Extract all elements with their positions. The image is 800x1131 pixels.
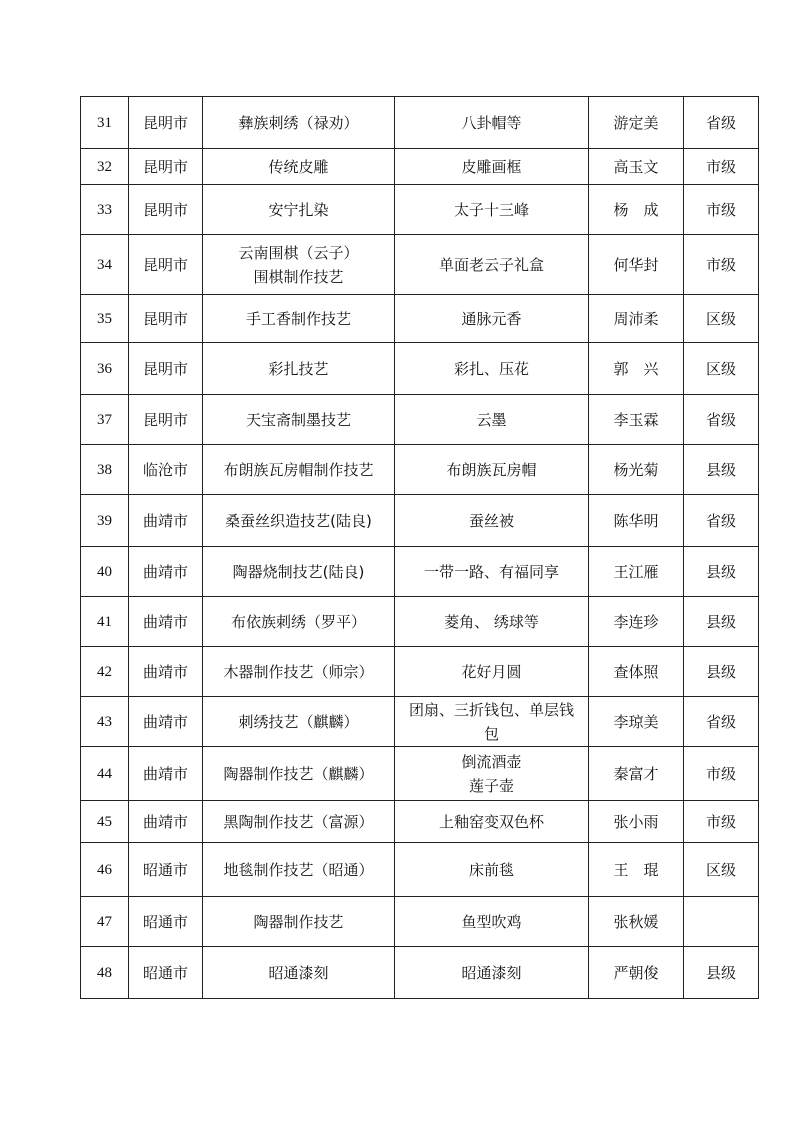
inheritor-cell: 游定美 (589, 97, 684, 149)
row-number: 36 (81, 343, 129, 395)
project-cell (203, 185, 395, 235)
project-cell-line: 天宝斋制墨技艺 (245, 410, 351, 429)
inheritor-cell: 何华封 (589, 235, 684, 295)
table-row (81, 185, 759, 235)
work-cell-line: 莲子壶 (468, 776, 514, 795)
work-cell (395, 947, 589, 999)
city-cell: 临沧市 (129, 445, 203, 495)
work-cell (395, 295, 589, 343)
row-number: 40 (81, 547, 129, 597)
level-cell: 县级 (684, 597, 759, 647)
work-cell (395, 445, 589, 495)
table-row (81, 843, 759, 897)
work-cell-line: 一带一路、有福同享 (423, 562, 559, 581)
project-cell (203, 547, 395, 597)
project-cell (203, 597, 395, 647)
level-cell: 县级 (684, 445, 759, 495)
work-cell (395, 801, 589, 843)
row-number: 43 (81, 697, 129, 747)
project-cell-line: 地毯制作技艺（昭通） (223, 860, 374, 879)
work-cell-line: 倒流酒壶 (461, 752, 522, 771)
project-cell (203, 697, 395, 747)
work-cell (395, 185, 589, 235)
project-cell (203, 97, 395, 149)
city-cell: 曲靖市 (129, 547, 203, 597)
inheritor-cell: 王 琨 (589, 843, 684, 897)
work-cell (395, 343, 589, 395)
table-row (81, 295, 759, 343)
table-row (81, 697, 759, 747)
row-number: 45 (81, 801, 129, 843)
level-cell: 县级 (684, 547, 759, 597)
row-number: 41 (81, 597, 129, 647)
inheritor-cell: 张秋媛 (589, 897, 684, 947)
table-row (81, 547, 759, 597)
table-row (81, 897, 759, 947)
city-cell: 昆明市 (129, 97, 203, 149)
row-number: 46 (81, 843, 129, 897)
level-cell: 县级 (684, 647, 759, 697)
level-cell (684, 897, 759, 947)
project-cell (203, 843, 395, 897)
city-cell: 曲靖市 (129, 697, 203, 747)
project-cell-line: 木器制作技艺（师宗） (223, 662, 374, 681)
project-cell-line: 传统皮雕 (268, 157, 329, 176)
inheritor-cell: 秦富才 (589, 747, 684, 801)
work-cell-line: 菱角、 绣球等 (444, 612, 539, 631)
project-cell-line: 陶器烧制技艺(陆良) (232, 562, 365, 581)
level-cell: 市级 (684, 801, 759, 843)
inheritor-cell: 李连珍 (589, 597, 684, 647)
project-cell-line: 刺绣技艺（麒麟） (238, 712, 359, 731)
city-cell: 曲靖市 (129, 597, 203, 647)
project-cell (203, 495, 395, 547)
work-cell (395, 697, 589, 747)
city-cell: 昭通市 (129, 843, 203, 897)
row-number: 33 (81, 185, 129, 235)
project-cell (203, 149, 395, 185)
project-cell (203, 343, 395, 395)
heritage-table (80, 96, 759, 999)
table-row (81, 801, 759, 843)
city-cell: 曲靖市 (129, 647, 203, 697)
work-cell-line: 通脉元香 (461, 309, 522, 328)
work-cell (395, 747, 589, 801)
project-cell-line: 桑蚕丝织造技艺(陆良) (225, 511, 372, 530)
project-cell (203, 295, 395, 343)
table-row (81, 343, 759, 395)
city-cell: 曲靖市 (129, 747, 203, 801)
work-cell-line: 布朗族瓦房帽 (446, 460, 537, 479)
project-cell-line: 布朗族瓦房帽制作技艺 (223, 460, 374, 479)
inheritor-cell: 查体照 (589, 647, 684, 697)
work-cell-line: 床前毯 (468, 860, 514, 879)
work-cell (395, 597, 589, 647)
table-row (81, 747, 759, 801)
table-row (81, 149, 759, 185)
project-cell (203, 747, 395, 801)
project-cell-line: 围棋制作技艺 (253, 267, 344, 286)
inheritor-cell: 周沛柔 (589, 295, 684, 343)
row-number: 34 (81, 235, 129, 295)
work-cell (395, 897, 589, 947)
row-number: 42 (81, 647, 129, 697)
row-number: 32 (81, 149, 129, 185)
project-cell (203, 647, 395, 697)
project-cell-line: 彝族刺绣（禄劝） (238, 113, 359, 132)
table-row (81, 235, 759, 295)
work-cell-line: 云墨 (476, 410, 507, 429)
project-cell (203, 445, 395, 495)
city-cell: 昆明市 (129, 395, 203, 445)
work-cell-line: 蚕丝被 (468, 511, 514, 530)
city-cell: 昆明市 (129, 235, 203, 295)
work-cell-line: 八卦帽等 (461, 113, 522, 132)
level-cell: 市级 (684, 149, 759, 185)
level-cell: 省级 (684, 395, 759, 445)
level-cell: 市级 (684, 185, 759, 235)
work-cell-line: 团扇、三折钱包、单层钱 (408, 700, 574, 719)
level-cell: 区级 (684, 295, 759, 343)
level-cell: 市级 (684, 747, 759, 801)
project-cell-line: 手工香制作技艺 (245, 309, 351, 328)
city-cell: 昭通市 (129, 897, 203, 947)
row-number: 48 (81, 947, 129, 999)
work-cell (395, 843, 589, 897)
project-cell (203, 947, 395, 999)
work-cell (395, 647, 589, 697)
project-cell (203, 235, 395, 295)
table-row (81, 97, 759, 149)
level-cell: 区级 (684, 843, 759, 897)
project-cell (203, 897, 395, 947)
work-cell (395, 395, 589, 445)
project-cell-line: 布依族刺绣（罗平） (230, 612, 366, 631)
level-cell: 省级 (684, 495, 759, 547)
row-number: 31 (81, 97, 129, 149)
level-cell: 省级 (684, 97, 759, 149)
row-number: 39 (81, 495, 129, 547)
project-cell-line: 陶器制作技艺（麒麟） (223, 764, 374, 783)
city-cell: 昭通市 (129, 947, 203, 999)
project-cell (203, 801, 395, 843)
table-body (81, 97, 759, 999)
work-cell-line: 单面老云子礼盒 (438, 255, 544, 274)
row-number: 37 (81, 395, 129, 445)
project-cell-line: 昭通漆刻 (268, 963, 329, 982)
project-cell-line: 陶器制作技艺 (253, 912, 344, 931)
city-cell: 昆明市 (129, 295, 203, 343)
work-cell (395, 149, 589, 185)
city-cell: 曲靖市 (129, 495, 203, 547)
level-cell: 省级 (684, 697, 759, 747)
table-row (81, 947, 759, 999)
city-cell: 昆明市 (129, 185, 203, 235)
city-cell: 昆明市 (129, 149, 203, 185)
work-cell-line: 鱼型吹鸡 (461, 912, 522, 931)
project-cell-line: 安宁扎染 (268, 200, 329, 219)
table-row (81, 647, 759, 697)
work-cell (395, 495, 589, 547)
inheritor-cell: 陈华明 (589, 495, 684, 547)
table-row (81, 395, 759, 445)
inheritor-cell: 杨 成 (589, 185, 684, 235)
city-cell: 曲靖市 (129, 801, 203, 843)
work-cell-line: 包 (483, 724, 499, 743)
work-cell-line: 太子十三峰 (453, 200, 529, 219)
row-number: 35 (81, 295, 129, 343)
inheritor-cell: 张小雨 (589, 801, 684, 843)
row-number: 38 (81, 445, 129, 495)
inheritor-cell: 郭 兴 (589, 343, 684, 395)
inheritor-cell: 高玉文 (589, 149, 684, 185)
inheritor-cell: 王江雁 (589, 547, 684, 597)
table-row (81, 445, 759, 495)
project-cell-line: 云南围棋（云子） (238, 243, 359, 262)
work-cell-line: 彩扎、压花 (453, 359, 529, 378)
work-cell-line: 皮雕画框 (461, 157, 522, 176)
row-number: 44 (81, 747, 129, 801)
work-cell-line: 花好月圆 (461, 662, 522, 681)
inheritor-cell: 杨光菊 (589, 445, 684, 495)
row-number: 47 (81, 897, 129, 947)
table-row (81, 597, 759, 647)
level-cell: 县级 (684, 947, 759, 999)
work-cell (395, 235, 589, 295)
inheritor-cell: 严朝俊 (589, 947, 684, 999)
level-cell: 区级 (684, 343, 759, 395)
level-cell: 市级 (684, 235, 759, 295)
project-cell-line: 黑陶制作技艺（富源） (223, 812, 374, 831)
work-cell-line: 昭通漆刻 (461, 963, 522, 982)
work-cell (395, 97, 589, 149)
work-cell (395, 547, 589, 597)
project-cell-line: 彩扎技艺 (268, 359, 329, 378)
work-cell-line: 上釉窑变双色杯 (438, 812, 544, 831)
table-row (81, 495, 759, 547)
city-cell: 昆明市 (129, 343, 203, 395)
inheritor-cell: 李玉霖 (589, 395, 684, 445)
project-cell (203, 395, 395, 445)
inheritor-cell: 李琼美 (589, 697, 684, 747)
